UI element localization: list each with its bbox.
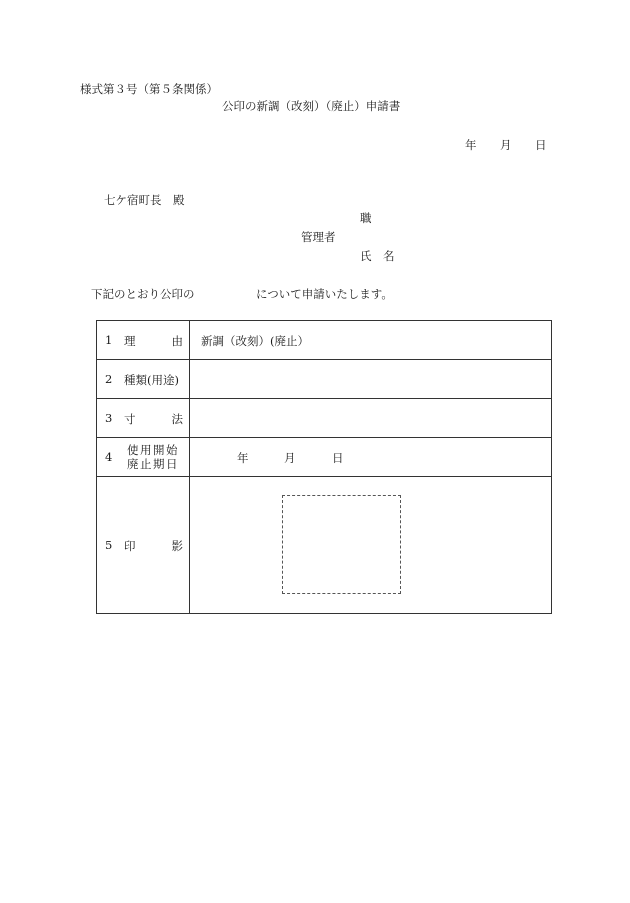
date-day-label: 日 bbox=[535, 138, 547, 152]
applicant-name-label: 氏 名 bbox=[360, 249, 395, 263]
row-3-label bbox=[97, 399, 190, 438]
row-label-char: 理 bbox=[124, 334, 136, 348]
size-field[interactable] bbox=[190, 399, 552, 438]
row-number: 3 bbox=[105, 411, 113, 425]
date-year-label: 年 bbox=[465, 138, 477, 152]
row-label bbox=[124, 411, 183, 427]
row-number: 1 bbox=[105, 333, 113, 347]
date-year-label: 年 bbox=[237, 451, 249, 465]
reason-field[interactable] bbox=[190, 321, 552, 360]
date-month-label: 月 bbox=[500, 138, 512, 152]
row-label-char: 寸 bbox=[124, 412, 136, 426]
date-day-label: 日 bbox=[332, 451, 344, 465]
applicant-manager-label: 管理者 bbox=[301, 230, 336, 244]
addressee: 七ケ宿町長 殿 bbox=[104, 193, 185, 207]
type-field[interactable] bbox=[190, 360, 552, 399]
seal-impression-area[interactable] bbox=[282, 495, 401, 594]
row-1-label bbox=[97, 321, 190, 360]
table-row bbox=[97, 438, 552, 477]
table-row bbox=[97, 360, 552, 399]
table-row bbox=[97, 399, 552, 438]
row-label bbox=[124, 333, 183, 349]
row-label bbox=[125, 443, 181, 471]
statement-after: について申請いたします。 bbox=[256, 287, 393, 301]
row-label bbox=[124, 538, 183, 554]
applicant-position-label: 職 bbox=[360, 211, 372, 225]
table-row bbox=[97, 477, 552, 614]
row-label-line: 使用開始 bbox=[127, 443, 179, 457]
application-table bbox=[96, 320, 552, 614]
form-number: 様式第３号（第５条関係） bbox=[80, 82, 218, 96]
row-number: 4 bbox=[105, 450, 113, 464]
row-number: 5 bbox=[105, 538, 113, 552]
row-label-char: 印 bbox=[124, 539, 136, 553]
row-label-char: 影 bbox=[171, 539, 183, 553]
row-number: 2 bbox=[105, 372, 113, 386]
date-month-label: 月 bbox=[284, 451, 296, 465]
row-5-label bbox=[97, 477, 190, 614]
seal-impression-cell bbox=[190, 477, 552, 614]
statement-before: 下記のとおり公印の bbox=[91, 287, 195, 301]
document-title: 公印の新調（改刻）（廃止）申請書 bbox=[222, 99, 401, 113]
row-label-char: 由 bbox=[171, 334, 183, 348]
row-label-line: 廃止期日 bbox=[127, 457, 179, 471]
row-4-label bbox=[97, 438, 190, 477]
reason-value: 新調（改刻）(廃止） bbox=[201, 334, 309, 348]
row-2-label bbox=[97, 360, 190, 399]
row-label: 種類(用途) bbox=[124, 373, 179, 387]
table-row bbox=[97, 321, 552, 360]
row-label-char: 法 bbox=[171, 412, 183, 426]
date-field[interactable] bbox=[190, 438, 552, 477]
